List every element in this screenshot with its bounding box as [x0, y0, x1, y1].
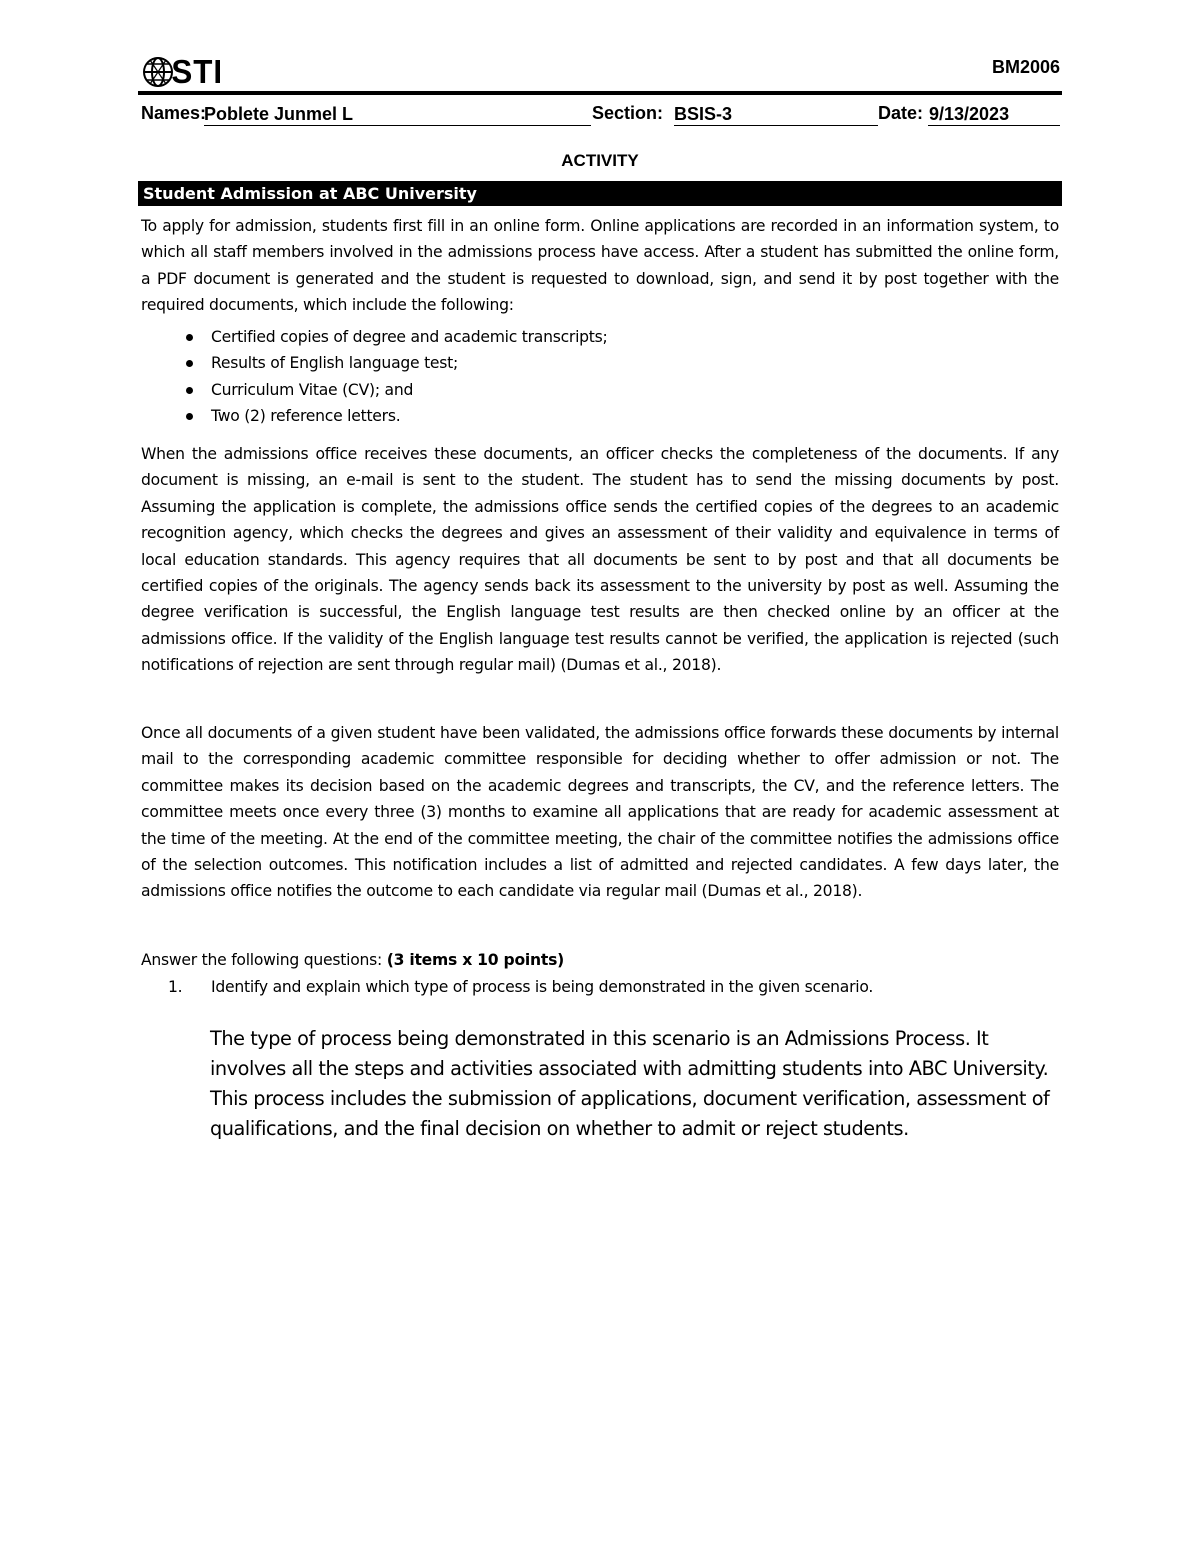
paragraph-verification: When the admissions office receives these documents, an officer checks the completeness of the documents. If any document is missing, an e-mail is sent to the student. The student has to send the missing documents by post. Assuming the application is complete, the admissions office sends the certified copies of the degrees to an academic recognition agency, which checks the degrees and gives an assessment of their validity and equivalence in terms of local education standards. This agency requires that all documents be sent to by post and that all documents be certified copies of the originals. The agency sends back its assessment to the university by post as well. Assuming the degree verification is successful, the English language test results are then checked online by an officer at the admissions office. If the validity of the English language test results cannot be verified, the application is rejected (such notifications of rejection are sent through regular mail) (Dumas et al., 2018). — [141, 445, 1059, 675]
date-label: Date: — [878, 103, 924, 123]
names-value: Poblete Junmel L — [204, 103, 591, 126]
header-rule — [138, 91, 1062, 95]
names-label: Names: — [141, 103, 207, 123]
list-item: Two (2) reference letters. — [141, 403, 1059, 429]
section-heading-bar — [138, 181, 1062, 206]
document-code: BM2006 — [991, 57, 1060, 77]
answer-text: The type of process being demonstrated in this scenario is an Admissions Process. It involves all the steps and activities associated with admitting students into ABC University. This process includes the submission of applications, document verification, assessment of qualifications, and the final decision on whether to admit or reject students. — [210, 1027, 1050, 1140]
list-item: Certified copies of degree and academic transcripts; — [141, 324, 1059, 350]
date-value: 9/13/2023 — [928, 103, 1060, 126]
section-heading: Student Admission at ABC University — [143, 184, 477, 203]
questions-intro — [141, 947, 564, 973]
bullet-icon — [186, 360, 193, 367]
section-label: Section: — [592, 103, 664, 123]
list-item: Results of English language test; — [141, 350, 1059, 376]
student-info-row — [141, 103, 1061, 127]
activity-title: ACTIVITY — [561, 151, 639, 170]
bullet-icon — [186, 334, 193, 341]
question-number: 1. — [168, 978, 183, 996]
paragraph-intro: To apply for admission, students first fill in an online form. Online applications are recorded in an information system, to which all staff members involved in the admissions process have access. After a student has submitted the online form, a PDF document is generated and the student is requested to download, sign, and send it by post together with the required documents, which include the following: — [141, 217, 1059, 315]
required-documents-list — [141, 324, 1059, 430]
section-value: BSIS-3 — [674, 103, 878, 126]
paragraph-committee: Once all documents of a given student have been validated, the admissions office forwards these documents by internal mail to the corresponding academic committee responsible for deciding whether to offer admission or not. The committee makes its decision based on the academic degrees and transcripts, the CV, and the reference letters. The committee meets once every three (3) months to examine all applications that are ready for academic assessment at the time of the meeting. At the end of the committee meeting, the chair of the committee notifies the admissions office of the selection outcomes. This notification includes a list of admitted and rejected candidates. A few days later, the admissions office notifies the outcome to each candidate via regular mail (Dumas et al., 2018). — [141, 724, 1059, 901]
questions-points: (3 items x 10 points) — [386, 951, 564, 969]
list-item: Curriculum Vitae (CV); and — [141, 377, 1059, 403]
question-text: Identify and explain which type of process is being demonstrated in the given scenario. — [211, 978, 874, 996]
logo-text: STI — [171, 53, 223, 90]
bullet-icon — [186, 413, 193, 420]
sti-logo — [140, 53, 224, 91]
bullet-icon — [186, 387, 193, 394]
questions-intro-text: Answer the following questions: — [141, 951, 387, 969]
